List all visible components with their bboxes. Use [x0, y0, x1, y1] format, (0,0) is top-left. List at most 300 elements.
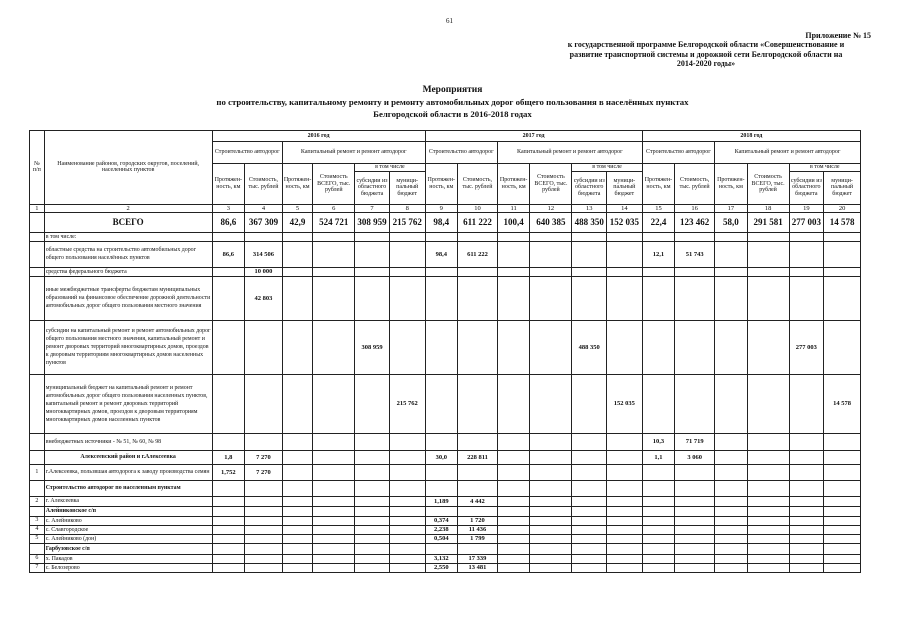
value-cell: [789, 433, 824, 450]
value-cell: [530, 267, 572, 276]
value-cell: 1,1: [642, 450, 675, 464]
value-cell: [607, 232, 643, 241]
value-cell: 98,4: [425, 241, 458, 267]
value-cell: [747, 276, 789, 320]
value-cell: [212, 516, 245, 525]
value-cell: [715, 450, 748, 464]
value-cell: 13 481: [458, 563, 498, 572]
value-cell: [607, 450, 643, 464]
value-cell: [530, 480, 572, 496]
value-cell: [642, 480, 675, 496]
value-cell: [824, 433, 861, 450]
value-cell: [497, 534, 530, 543]
value-cell: [282, 276, 312, 320]
column-index-row: [30, 204, 861, 212]
value-cell: [747, 433, 789, 450]
column-index: 12: [530, 204, 572, 212]
value-cell: [313, 267, 355, 276]
value-cell: [389, 543, 425, 554]
value-cell: 1,189: [425, 496, 458, 506]
doc-subtitle: по строительству, капитальному ремонту и ремонту автомобильных дорог общего пользования в населённых пунктах: [216, 97, 689, 107]
value-cell: [675, 506, 715, 516]
value-cell: [747, 450, 789, 464]
value-cell: [313, 450, 355, 464]
value-cell: [212, 506, 245, 516]
value-cell: [497, 506, 530, 516]
table-row: [30, 241, 861, 267]
header-municipal: муници-пальный бюджет: [607, 171, 643, 204]
row-name: с. Алейниково (дон): [44, 534, 212, 543]
value-cell: 1 799: [458, 534, 498, 543]
value-cell: 1 720: [458, 516, 498, 525]
value-cell: [282, 563, 312, 572]
value-cell: [425, 232, 458, 241]
value-cell: 7 270: [245, 450, 283, 464]
value-cell: [824, 464, 861, 480]
row-number: 6: [30, 554, 45, 563]
value-cell: [282, 496, 312, 506]
value-cell: [497, 433, 530, 450]
value-cell: [715, 320, 748, 374]
table-row: [30, 563, 861, 572]
row-name: Алейниковское с/п: [44, 506, 212, 516]
row-number: [30, 232, 45, 241]
column-index: 3: [212, 204, 245, 212]
value-cell: [282, 320, 312, 374]
value-cell: [313, 534, 355, 543]
value-cell: [282, 241, 312, 267]
value-cell: [425, 506, 458, 516]
value-cell: [675, 563, 715, 572]
value-cell: [789, 232, 824, 241]
value-cell: [245, 433, 283, 450]
column-index: 19: [789, 204, 824, 212]
value-cell: [715, 464, 748, 480]
value-cell: [425, 543, 458, 554]
value-cell: [789, 450, 824, 464]
value-cell: [747, 480, 789, 496]
row-name: субсидии на капитальный ремонт и ремонт автомобильных дорог общего пользования местного значения, капитальный ремонт и ремонт дворовых территорий многоквартирных домов, проездов к дворовым территориям многоквартирных домов населенных пунктов: [44, 320, 212, 374]
value-cell: [355, 554, 390, 563]
value-cell: [572, 374, 607, 433]
value-cell: [789, 506, 824, 516]
table-row: [30, 267, 861, 276]
value-cell: [824, 525, 861, 534]
value-cell: [497, 241, 530, 267]
header-repair: Капитальный ремонт и ремонт автодорог: [282, 142, 425, 164]
value-cell: [313, 563, 355, 572]
value-cell: [212, 320, 245, 374]
appendix-line: 2014-2020 годы»: [676, 59, 736, 69]
value-cell: [572, 232, 607, 241]
value-cell: 611 222: [458, 212, 498, 232]
value-cell: [642, 554, 675, 563]
column-index: 1: [30, 204, 45, 212]
value-cell: [715, 534, 748, 543]
value-cell: [789, 480, 824, 496]
value-cell: [607, 563, 643, 572]
value-cell: [458, 433, 498, 450]
value-cell: [425, 320, 458, 374]
value-cell: [715, 374, 748, 433]
value-cell: [355, 534, 390, 543]
value-cell: [313, 276, 355, 320]
column-index: 18: [747, 204, 789, 212]
value-cell: [747, 534, 789, 543]
row-number: [30, 241, 45, 267]
value-cell: [572, 267, 607, 276]
table-row: [30, 534, 861, 543]
value-cell: [824, 276, 861, 320]
value-cell: [425, 374, 458, 433]
value-cell: [642, 506, 675, 516]
value-cell: [530, 320, 572, 374]
header-incl: в том числе: [355, 164, 425, 172]
value-cell: 42,9: [282, 212, 312, 232]
value-cell: [530, 433, 572, 450]
value-cell: [497, 543, 530, 554]
value-cell: [642, 496, 675, 506]
value-cell: [458, 480, 498, 496]
value-cell: [282, 232, 312, 241]
row-number: [30, 506, 45, 516]
value-cell: [425, 276, 458, 320]
value-cell: [747, 554, 789, 563]
value-cell: [789, 554, 824, 563]
value-cell: [389, 320, 425, 374]
value-cell: [824, 534, 861, 543]
value-cell: [607, 267, 643, 276]
row-number: [30, 480, 45, 496]
header-cost-total: Стоимость ВСЕГО, тыс. рублей: [747, 164, 789, 205]
value-cell: [607, 554, 643, 563]
table-row: [30, 276, 861, 320]
value-cell: [389, 464, 425, 480]
value-cell: [389, 525, 425, 534]
value-cell: [530, 496, 572, 506]
value-cell: [282, 516, 312, 525]
value-cell: 58,0: [715, 212, 748, 232]
row-name: в том числе:: [44, 232, 212, 241]
value-cell: [572, 534, 607, 543]
value-cell: [747, 516, 789, 525]
header-length: Протяжен-ность, км: [212, 164, 245, 205]
value-cell: [313, 543, 355, 554]
value-cell: [282, 450, 312, 464]
header-construction: Строительство автодорог: [212, 142, 282, 164]
table-row: [30, 480, 861, 496]
value-cell: [747, 496, 789, 506]
value-cell: [313, 374, 355, 433]
value-cell: [425, 433, 458, 450]
column-index: 10: [458, 204, 498, 212]
row-name: ВСЕГО: [44, 212, 212, 232]
value-cell: [675, 374, 715, 433]
value-cell: [425, 464, 458, 480]
value-cell: [497, 516, 530, 525]
table-row: [30, 543, 861, 554]
value-cell: [425, 480, 458, 496]
value-cell: [824, 563, 861, 572]
value-cell: [715, 276, 748, 320]
row-name: областные средства на строительство автомобильных дорог общего пользования населённых пунктов: [44, 241, 212, 267]
value-cell: [212, 563, 245, 572]
row-number: [30, 267, 45, 276]
table-row: [30, 374, 861, 433]
value-cell: [824, 506, 861, 516]
value-cell: [824, 241, 861, 267]
value-cell: [212, 496, 245, 506]
value-cell: [212, 554, 245, 563]
value-cell: 17 339: [458, 554, 498, 563]
header-year-2018: 2018 год: [642, 131, 860, 142]
value-cell: [458, 374, 498, 433]
value-cell: [389, 433, 425, 450]
value-cell: [282, 543, 312, 554]
value-cell: [572, 506, 607, 516]
value-cell: 100,4: [497, 212, 530, 232]
value-cell: 14 578: [824, 212, 861, 232]
header-subsidy: субсидии из областного бюджета: [355, 171, 390, 204]
value-cell: [675, 543, 715, 554]
value-cell: 308 959: [355, 212, 390, 232]
header-cost: Стоимость, тыс. рублей: [458, 164, 498, 205]
column-index: 13: [572, 204, 607, 212]
value-cell: [355, 433, 390, 450]
value-cell: [715, 480, 748, 496]
value-cell: [313, 480, 355, 496]
value-cell: [212, 232, 245, 241]
value-cell: [355, 267, 390, 276]
row-number: 5: [30, 534, 45, 543]
value-cell: 3,132: [425, 554, 458, 563]
value-cell: [642, 543, 675, 554]
value-cell: [642, 374, 675, 433]
row-number: [30, 212, 45, 232]
value-cell: [824, 543, 861, 554]
value-cell: [497, 276, 530, 320]
column-index: 16: [675, 204, 715, 212]
value-cell: [572, 516, 607, 525]
value-cell: [572, 276, 607, 320]
table-body: [30, 212, 861, 572]
value-cell: [497, 267, 530, 276]
header-length: Протяжен-ность, км: [497, 164, 530, 205]
value-cell: [642, 525, 675, 534]
row-number: [30, 320, 45, 374]
row-name: Гарбузовское с/п: [44, 543, 212, 554]
row-number: [30, 276, 45, 320]
value-cell: 86,6: [212, 212, 245, 232]
value-cell: [389, 563, 425, 572]
value-cell: [789, 516, 824, 525]
value-cell: [789, 534, 824, 543]
value-cell: [313, 496, 355, 506]
row-name: с. Белозерово: [44, 563, 212, 572]
value-cell: [789, 525, 824, 534]
table-row: [30, 464, 861, 480]
value-cell: 640 385: [530, 212, 572, 232]
value-cell: [642, 464, 675, 480]
value-cell: [313, 525, 355, 534]
value-cell: [530, 232, 572, 241]
value-cell: [789, 496, 824, 506]
row-name: с. Славгородское: [44, 525, 212, 534]
value-cell: [715, 506, 748, 516]
value-cell: [530, 276, 572, 320]
value-cell: [282, 464, 312, 480]
row-name: муниципальный бюджет на капитальный ремонт и ремонт автомобильных дорог общего пользования населенных пунктов, капитальный ремонт и ремонт дворовых территорий многоквартирных домов, проездов к дворовым территориям многоквартирных домов населенных пунктов: [44, 374, 212, 433]
header-municipal: муници-пальный бюджет: [389, 171, 425, 204]
value-cell: [675, 534, 715, 543]
value-cell: [715, 433, 748, 450]
doc-subtitle-years: Белгородской области в 2016-2018 годах: [373, 109, 532, 119]
appendix-line: к государственной программе Белгородской области «Совершенствование и: [567, 40, 845, 50]
value-cell: [675, 516, 715, 525]
table-head: [30, 131, 861, 205]
value-cell: [715, 267, 748, 276]
header-incl: в том числе: [789, 164, 860, 172]
value-cell: [458, 267, 498, 276]
doc-title: Мероприятия: [422, 85, 483, 95]
value-cell: [313, 516, 355, 525]
value-cell: [355, 276, 390, 320]
value-cell: 277 003: [789, 212, 824, 232]
value-cell: [313, 320, 355, 374]
header-year-2016: 2016 год: [212, 131, 425, 142]
value-cell: [313, 464, 355, 480]
value-cell: [715, 496, 748, 506]
value-cell: [607, 433, 643, 450]
value-cell: 30,0: [425, 450, 458, 464]
value-cell: [824, 267, 861, 276]
header-length: Протяжен-ность, км: [642, 164, 675, 205]
value-cell: [607, 464, 643, 480]
value-cell: 98,4: [425, 212, 458, 232]
value-cell: [530, 516, 572, 525]
value-cell: [355, 563, 390, 572]
row-number: [30, 433, 45, 450]
value-cell: 152 035: [607, 212, 643, 232]
value-cell: [530, 506, 572, 516]
value-cell: [607, 496, 643, 506]
value-cell: [212, 480, 245, 496]
value-cell: [497, 496, 530, 506]
appendix-number: Приложение № 15: [805, 31, 871, 40]
value-cell: [530, 534, 572, 543]
value-cell: [389, 450, 425, 464]
value-cell: [245, 525, 283, 534]
value-cell: [789, 464, 824, 480]
table-row: [30, 525, 861, 534]
value-cell: [212, 534, 245, 543]
value-cell: [824, 232, 861, 241]
value-cell: [389, 506, 425, 516]
header-length: Протяжен-ность, км: [282, 164, 312, 205]
value-cell: [607, 276, 643, 320]
value-cell: [245, 563, 283, 572]
value-cell: [355, 496, 390, 506]
value-cell: [789, 563, 824, 572]
value-cell: [747, 525, 789, 534]
header-cost-total: Стоимость ВСЕГО, тыс. рублей: [313, 164, 355, 205]
row-name: с. Алейниково: [44, 516, 212, 525]
value-cell: [715, 232, 748, 241]
value-cell: [245, 516, 283, 525]
value-cell: [245, 480, 283, 496]
value-cell: [389, 267, 425, 276]
table-row: [30, 232, 861, 241]
value-cell: 3 060: [675, 450, 715, 464]
value-cell: [824, 554, 861, 563]
value-cell: [313, 506, 355, 516]
value-cell: [425, 267, 458, 276]
value-cell: [458, 320, 498, 374]
value-cell: 7 270: [245, 464, 283, 480]
value-cell: [458, 464, 498, 480]
value-cell: [607, 516, 643, 525]
table-row: [30, 506, 861, 516]
value-cell: [642, 516, 675, 525]
value-cell: [824, 480, 861, 496]
value-cell: [355, 464, 390, 480]
column-index: 2: [44, 204, 212, 212]
value-cell: [355, 543, 390, 554]
value-cell: 1,8: [212, 450, 245, 464]
value-cell: [715, 563, 748, 572]
row-number: 2: [30, 496, 45, 506]
value-cell: [747, 464, 789, 480]
value-cell: 367 309: [245, 212, 283, 232]
value-cell: 0,374: [425, 516, 458, 525]
value-cell: 488 350: [572, 212, 607, 232]
value-cell: [747, 563, 789, 572]
value-cell: [355, 516, 390, 525]
value-cell: [675, 554, 715, 563]
value-cell: 611 222: [458, 241, 498, 267]
value-cell: [458, 506, 498, 516]
value-cell: [642, 267, 675, 276]
value-cell: [389, 554, 425, 563]
table-row: [30, 496, 861, 506]
value-cell: [607, 241, 643, 267]
value-cell: [675, 320, 715, 374]
value-cell: [355, 241, 390, 267]
value-cell: [715, 525, 748, 534]
value-cell: 51 743: [675, 241, 715, 267]
value-cell: [497, 464, 530, 480]
value-cell: 1,752: [212, 464, 245, 480]
value-cell: [642, 320, 675, 374]
header-construction: Строительство автодорог: [642, 142, 714, 164]
value-cell: [747, 543, 789, 554]
header-cost-total: Стоимость ВСЕГО, тыс. рублей: [530, 164, 572, 205]
value-cell: 0,504: [425, 534, 458, 543]
page-number: 61: [446, 17, 453, 25]
value-cell: [572, 563, 607, 572]
value-cell: 291 581: [747, 212, 789, 232]
column-index: 6: [313, 204, 355, 212]
header-repair: Капитальный ремонт и ремонт автодорог: [715, 142, 861, 164]
value-cell: [212, 276, 245, 320]
value-cell: [530, 563, 572, 572]
value-cell: [530, 543, 572, 554]
value-cell: 228 811: [458, 450, 498, 464]
value-cell: 42 803: [245, 276, 283, 320]
value-cell: [212, 374, 245, 433]
value-cell: [355, 374, 390, 433]
value-cell: [572, 433, 607, 450]
